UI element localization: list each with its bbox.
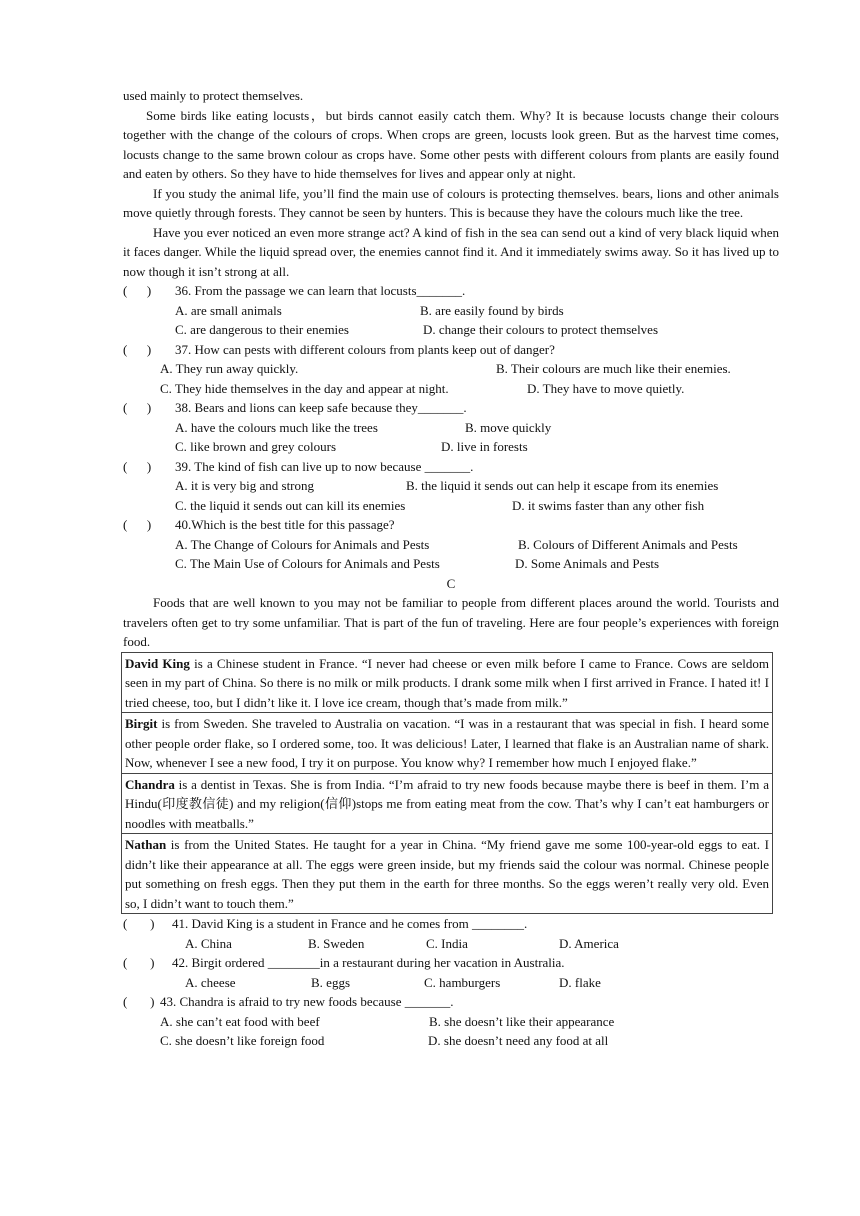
story-text: is from the United States. He taught for a year in China. “My friend gave me some 100-year-old eggs to eat. I didn’t like their appearance at all. The eggs were green inside, but my friends said the colour was normal. Chinese people put something on fresh eggs. Then they put them in the earth for three months. So the eggs weren’t really very old. Even so, I didn’t want to touch them.” xyxy=(125,837,769,911)
answer-blank[interactable]: ( ) xyxy=(123,955,155,970)
story-text: is a Chinese student in France. “I never had cheese or even milk before I came to France. Cows are seldom seen in my part of China. So there is no milk or milk products. I drank some milk when I first arrived in France. I hated it! I tried cheese, too, but I didn’t like it. I love ice cream, though that’s made from milk.” xyxy=(125,655,769,710)
answer-blank[interactable]: ( ) xyxy=(123,916,155,931)
option-d[interactable]: D. flake xyxy=(559,974,601,990)
answer-blank[interactable]: ( ) xyxy=(123,517,152,532)
option-b[interactable]: B. the liquid it sends out can help it escape from its enemies xyxy=(406,478,719,493)
story-text: is a dentist in Texas. She is from India. “I’m afraid to try new foods because maybe there is beef in them. I’m a Hindu(印度教信徒) and my religion(信仰)stops me from eating meat from the cow. That’s why I can’t eat hamburgers or noodles with meatballs.” xyxy=(125,776,769,831)
option-d[interactable]: D. change their colours to protect themselves xyxy=(423,322,659,337)
option-d[interactable]: D. Some Animals and Pests xyxy=(515,556,660,571)
question-42 xyxy=(123,953,779,992)
option-c[interactable]: C. hamburgers xyxy=(424,974,501,990)
option-d[interactable]: D. They have to move quietly. xyxy=(527,380,685,396)
story-row xyxy=(122,773,773,834)
question-41 xyxy=(123,914,779,953)
option-b[interactable]: B. Colours of Different Animals and Pests xyxy=(518,536,738,552)
question-stem: 43. Chandra is afraid to try new foods because _______. xyxy=(160,994,454,1009)
question-stem: 40.Which is the best title for this passage? xyxy=(175,517,395,532)
option-d[interactable]: D. it swims faster than any other fish xyxy=(512,497,705,513)
question-stem: 41. David King is a student in France and he comes from ________. xyxy=(172,916,528,931)
option-b[interactable]: B. Sweden xyxy=(308,935,365,951)
option-c[interactable]: C. like brown and grey colours xyxy=(175,439,337,454)
question-stem: 39. The kind of fish can live up to now because _______. xyxy=(175,458,474,474)
option-a[interactable]: A. The Change of Colours for Animals and Pests xyxy=(175,536,430,552)
stories-table xyxy=(121,652,773,915)
option-a[interactable]: A. she can’t eat food with beef xyxy=(160,1013,320,1029)
option-d[interactable]: D. America xyxy=(559,935,619,951)
question-36 xyxy=(123,281,779,340)
story-row xyxy=(122,713,773,774)
section-c-intro: Foods that are well known to you may not be familiar to people from different places around the world. Tourists and travelers often get to try some unfamiliar. That is part of the fun of traveling. Here are four people’s experiences with foreign food. xyxy=(123,595,779,649)
question-stem: 36. From the passage we can learn that locusts_______. xyxy=(175,283,466,298)
question-37 xyxy=(123,340,779,399)
story-row xyxy=(122,652,773,713)
section-c-heading: C xyxy=(446,575,456,591)
question-stem: 42. Birgit ordered ________in a restaurant during her vacation in Australia. xyxy=(172,955,565,970)
option-c[interactable]: C. she doesn’t like foreign food xyxy=(160,1033,325,1048)
passage-b-paragraph-3: Have you ever noticed an even more strange act? A kind of fish in the sea can send out a kind of very black liquid when it faces danger. While the liquid spread over, the enemies cannot find it. And it immediately swims away. So it has lived up to now though it isn’t strong at all. xyxy=(123,224,779,279)
passage-b-line: used mainly to protect themselves. xyxy=(123,88,304,103)
answer-blank[interactable]: ( ) xyxy=(123,283,152,298)
option-c[interactable]: C. India xyxy=(426,935,468,951)
answer-blank[interactable]: ( ) xyxy=(123,458,152,474)
question-38 xyxy=(123,398,779,457)
question-40 xyxy=(123,515,779,574)
question-39 xyxy=(123,457,779,516)
answer-blank[interactable]: ( ) xyxy=(123,341,152,357)
option-a[interactable]: A. China xyxy=(185,935,232,951)
person-name: Birgit xyxy=(125,716,158,731)
option-b[interactable]: B. are easily found by birds xyxy=(420,302,564,318)
option-b[interactable]: B. move quickly xyxy=(465,419,552,435)
exam-page xyxy=(123,86,779,1051)
option-b[interactable]: B. eggs xyxy=(311,974,350,990)
option-b[interactable]: B. Their colours are much like their enemies. xyxy=(496,361,731,376)
answer-blank[interactable]: ( ) xyxy=(123,400,152,415)
option-a[interactable]: A. have the colours much like the trees xyxy=(175,419,378,435)
question-stem: 38. Bears and lions can keep safe because they_______. xyxy=(175,400,467,415)
person-name: Nathan xyxy=(125,837,167,852)
option-a[interactable]: A. are small animals xyxy=(175,302,282,318)
option-a[interactable]: A. it is very big and strong xyxy=(175,478,315,493)
option-c[interactable]: C. They hide themselves in the day and appear at night. xyxy=(160,380,449,396)
passage-b-paragraph-1: Some birds like eating locusts，but birds cannot easily catch them. Why? It is because locusts change their colours together with the change of the colours of crops. When crops are green, locusts look green. But as the harvest time comes, locusts change to the same brown colour as crops have. Some other pests with different colours from plants are easily found and eaten by others. So they have to hide themselves for lives and appear only at night. xyxy=(123,107,779,181)
option-c[interactable]: C. are dangerous to their enemies xyxy=(175,322,349,337)
answer-blank[interactable]: ( ) xyxy=(123,994,155,1009)
option-c[interactable]: C. The Main Use of Colours for Animals and Pests xyxy=(175,556,440,571)
option-a[interactable]: A. cheese xyxy=(185,974,236,990)
option-c[interactable]: C. the liquid it sends out can kill its enemies xyxy=(175,497,406,513)
story-row xyxy=(122,834,773,914)
question-43 xyxy=(123,992,779,1051)
person-name: Chandra xyxy=(125,776,175,792)
passage-b-paragraph-2: If you study the animal life, you’ll find the main use of colours is protecting themselves. bears, lions and other animals move quietly through forests. They cannot be seen by hunters. This is because they have the colours much like the tree. xyxy=(123,185,779,220)
person-name: David King xyxy=(125,655,190,671)
question-stem: 37. How can pests with different colours from plants keep out of danger? xyxy=(175,341,555,357)
story-text: is from Sweden. She traveled to Australia on vacation. “I was in a restaurant that was special in fish. I heard some other people order flake, so I ordered some, too. It was delicious! Later, I learned that flake is an Australian name of shark. Now, whenever I see a new food, I try it on purpose. You know why? I remember how much I enjoyed flake.” xyxy=(125,716,769,770)
option-d[interactable]: D. she doesn’t need any food at all xyxy=(428,1033,609,1048)
option-b[interactable]: B. she doesn’t like their appearance xyxy=(429,1013,615,1029)
option-a[interactable]: A. They run away quickly. xyxy=(160,361,299,376)
option-d[interactable]: D. live in forests xyxy=(441,439,528,454)
